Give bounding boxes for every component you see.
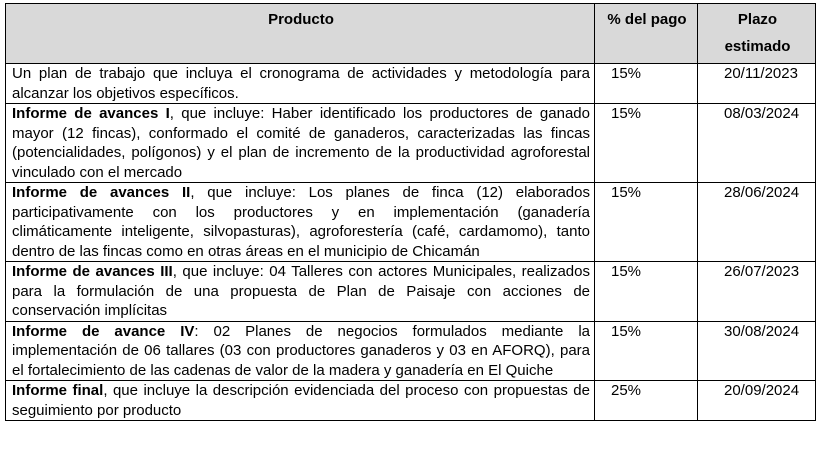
row-title: Informe de avances III	[12, 263, 173, 280]
row-payment-percent: 15%	[595, 104, 698, 183]
table-row	[6, 64, 816, 104]
row-estimated-date: 20/09/2024	[698, 381, 816, 421]
row-payment-percent: 15%	[595, 64, 698, 104]
header-plazo: Plazo estimado	[698, 4, 816, 64]
row-description	[6, 262, 595, 322]
row-payment-percent: 15%	[595, 321, 698, 381]
row-title: Informe de avance IV	[12, 322, 195, 340]
row-text: , que incluye la descripción evidenciada del proceso con propuestas de seguimiento por producto	[12, 382, 590, 419]
row-text: , que incluye: 04 Talleres con actores Municipales, realizados para la formulación de una propuesta de Plan de Paisaje con acciones de conservación implícitas	[12, 263, 590, 319]
row-title: Informe de avances I	[12, 105, 170, 122]
row-payment-percent: 15%	[595, 183, 698, 262]
table-row	[6, 262, 816, 322]
row-title: Informe de avances II	[12, 184, 191, 201]
header-producto: Producto	[6, 4, 595, 64]
header-pago: % del pago	[595, 4, 698, 64]
table-row	[6, 381, 816, 421]
row-description	[6, 104, 595, 183]
row-text: Un plan de trabajo que incluya el cronograma de actividades y metodología para alcanzar los objetivos específicos.	[12, 65, 590, 102]
row-text: , que incluye: Los planes de finca (12) elaborados participativamente con los productores y en implementación (ganadería climáticamente inteligente, silvopasturas), agroforestería (café, cardamomo), tanto dentro de las fincas como en otras áreas en el municipio de Chicamán	[12, 184, 590, 260]
table-row	[6, 321, 816, 381]
row-estimated-date: 20/11/2023	[698, 64, 816, 104]
row-title: Informe final	[12, 382, 104, 399]
table-header-row	[6, 4, 816, 64]
row-estimated-date: 28/06/2024	[698, 183, 816, 262]
row-estimated-date: 08/03/2024	[698, 104, 816, 183]
row-description	[6, 321, 595, 381]
row-text: , que incluye: Haber identificado los productores de ganado mayor (12 fincas), conformado el comité de ganaderos, caracterizadas las fincas (potencialidades, polígonos) y el plan de incremento de la productividad agroforestal vinculado con el mercado	[12, 105, 590, 181]
row-description	[6, 64, 595, 104]
deliverables-table	[5, 3, 816, 421]
row-text: : 02 Planes de negocios formulados mediante la implementación de 06 tallares (03 con productores ganaderos y 03 en AFORQ), para el fortalecimiento de las cadenas de valor de la madera y ganadería en El Quiche	[12, 322, 591, 379]
table-row	[6, 183, 816, 262]
row-payment-percent: 15%	[595, 262, 698, 322]
row-estimated-date: 30/08/2024	[698, 321, 816, 381]
row-estimated-date: 26/07/2023	[698, 262, 816, 322]
table-row	[6, 104, 816, 183]
row-description	[6, 183, 595, 262]
row-description	[6, 381, 595, 421]
row-payment-percent: 25%	[595, 381, 698, 421]
